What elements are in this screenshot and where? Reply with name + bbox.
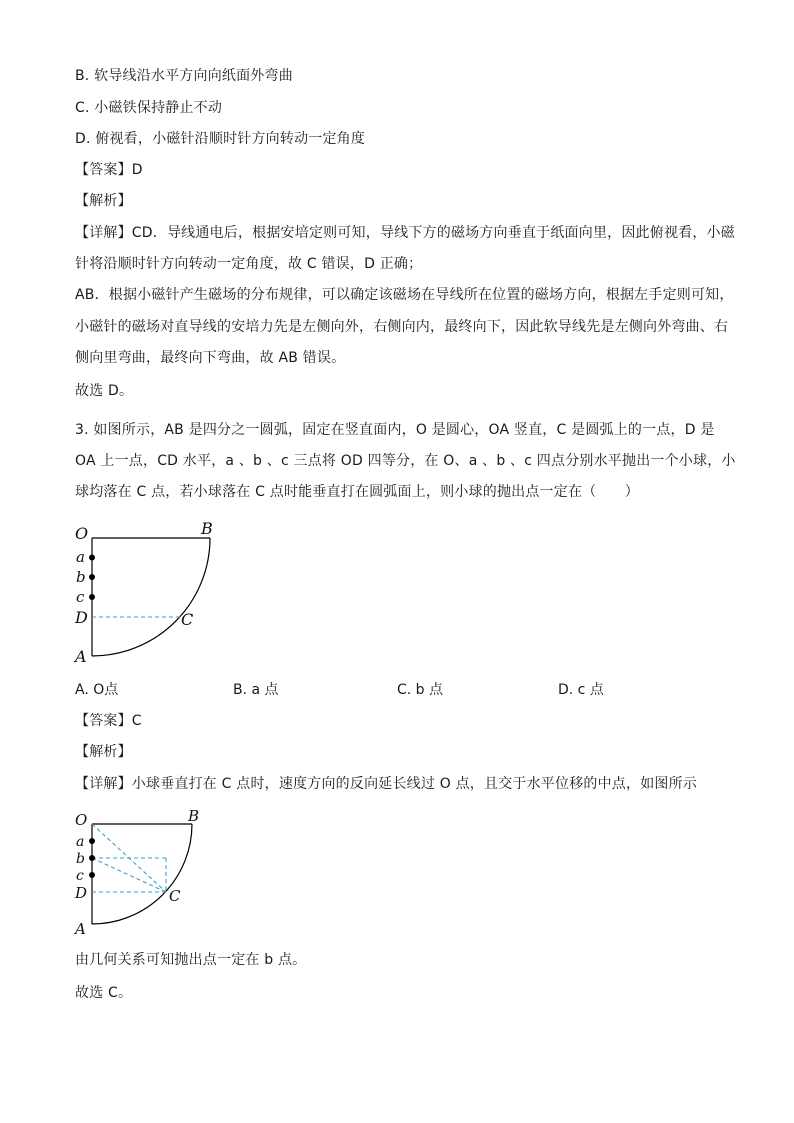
q3-conclusion: 故选 C。 bbox=[75, 985, 133, 1001]
label-A: A bbox=[75, 647, 87, 666]
q3-geometry-conclusion: 由几何关系可知抛出点一定在 b 点。 bbox=[75, 952, 307, 968]
quarter-arc-figure bbox=[70, 518, 230, 666]
point-c bbox=[89, 594, 95, 600]
label-c: c bbox=[76, 588, 85, 606]
label-D: D bbox=[75, 884, 88, 902]
q2-conclusion: 故选 D。 bbox=[75, 383, 134, 399]
q2-option-c: C. 小磁铁保持静止不动 bbox=[75, 100, 223, 116]
label-b: b bbox=[76, 568, 86, 586]
label-a: a bbox=[76, 834, 85, 850]
label-B: B bbox=[188, 807, 200, 825]
q3-answer: 【答案】C bbox=[75, 713, 142, 729]
arc-AB bbox=[92, 538, 210, 656]
label-A: A bbox=[75, 920, 86, 938]
label-c: c bbox=[76, 868, 84, 884]
point-b bbox=[89, 574, 95, 580]
q3-stem-line-3: 球均落在 C 点，若小球落在 C 点时能垂直打在圆弧面上，则小球的抛出点一定在（ ） bbox=[75, 484, 639, 500]
q3-analysis-heading: 【解析】 bbox=[75, 744, 132, 760]
label-C: C bbox=[181, 610, 194, 629]
point-b bbox=[89, 855, 95, 861]
q3-stem-line-1: 3. 如图所示，AB 是四分之一圆弧，固定在竖直面内，O 是圆心，OA 竖直，C 是圆弧上的一点，D 是 bbox=[75, 422, 715, 438]
q3-option-d: D. c 点 bbox=[558, 682, 604, 698]
label-O: O bbox=[75, 524, 89, 543]
label-B: B bbox=[201, 519, 213, 538]
q2-option-d: D. 俯视看，小磁针沿顺时针方向转动一定角度 bbox=[75, 131, 366, 147]
q2-answer: 【答案】D bbox=[75, 162, 143, 178]
q2-detail-line-3: AB．根据小磁针产生磁场的分布规律，可以确定该磁场在导线所在位置的磁场方向，根据左手定则可知， bbox=[75, 287, 734, 303]
dashed-line-bC bbox=[92, 858, 166, 892]
label-b: b bbox=[76, 851, 85, 867]
q2-detail-line-1: 【详解】CD．导线通电后，根据安培定则可知，导线下方的磁场方向垂直于纸面向里，因此俯视看，小磁 bbox=[75, 225, 735, 241]
point-c bbox=[89, 872, 95, 878]
point-a bbox=[89, 838, 95, 844]
q3-option-a: A. O点 bbox=[75, 682, 119, 698]
q3-stem-line-2: OA 上一点，CD 水平，a 、b 、c 三点将 OD 四等分，在 O、a 、b 、c 四点分别水平抛出一个小球，小 bbox=[75, 453, 736, 469]
q2-analysis-heading: 【解析】 bbox=[75, 193, 132, 209]
q2-option-b: B. 软导线沿水平方向向纸面外弯曲 bbox=[75, 68, 293, 84]
q3-option-c: C. b 点 bbox=[397, 682, 444, 698]
label-C: C bbox=[169, 887, 181, 905]
q2-detail-line-2: 针将沿顺时针方向转动一定角度，故 C 错误，D 正确； bbox=[75, 256, 423, 272]
q2-detail-line-5: 侧向里弯曲，最终向下弯曲，故 AB 错误。 bbox=[75, 350, 346, 366]
q3-option-b: B. a 点 bbox=[233, 682, 279, 698]
solution-figure bbox=[70, 806, 230, 938]
q3-detail: 【详解】小球垂直打在 C 点时，速度方向的反向延长线过 O 点，且交于水平位移的中点，如图所示 bbox=[75, 776, 697, 792]
label-D: D bbox=[75, 608, 88, 627]
arc-AB bbox=[92, 824, 192, 924]
q2-detail-line-4: 小磁针的磁场对直导线的安培力先是左侧向外，右侧向内，最终向下，因此软导线先是左侧向外弯曲、右 bbox=[75, 319, 729, 335]
label-a: a bbox=[76, 548, 85, 566]
label-O: O bbox=[75, 811, 88, 829]
point-a bbox=[89, 555, 95, 561]
